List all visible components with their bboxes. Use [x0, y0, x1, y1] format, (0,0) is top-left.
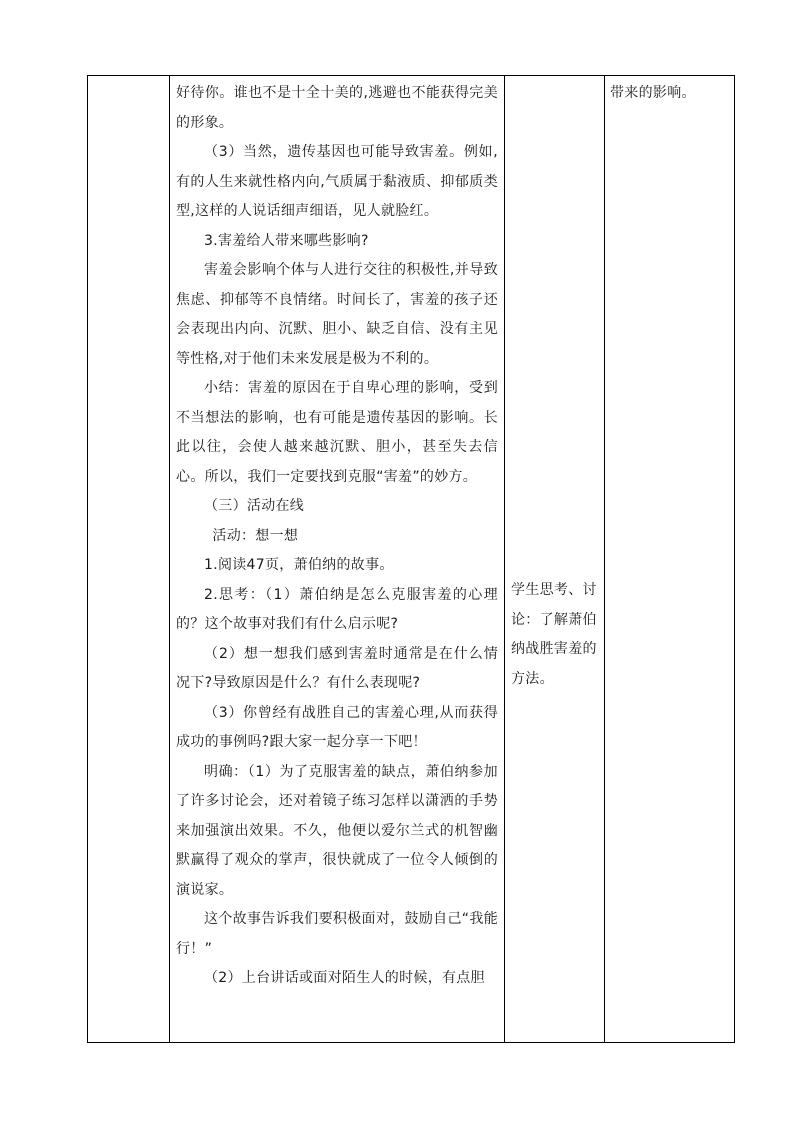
- paragraph: （3）你曾经有战胜自己的害羞心理,从而获得成功的事例吗?跟大家一起分享一下吧！: [176, 704, 498, 750]
- paragraph: （3）当然，遗传基因也可能导致害羞。例如,有的人生来就性格内向,气质属于黏液质、抑郁质类型,这样的人说话细声细语，见人就脸红。: [176, 144, 498, 219]
- activity-heading: 活动：想一想: [212, 527, 299, 544]
- paragraph: （2）上台讲话或面对陌生人的时候，有点胆: [204, 970, 485, 986]
- design-intent-cell: [605, 76, 735, 1043]
- paragraph: 明确：（1）为了克服害羞的缺点，萧伯纳参加了许多讨论会，还对着镜子练习怎样以潇洒的手势来加强演出效果。不久，他便以爱尔兰式的机智幽默赢得了观众的掌声，很快就成了一位令人倾倒的演说家。: [176, 763, 498, 898]
- lesson-plan-table: [87, 75, 735, 1043]
- paragraph: 3.害羞给人带来哪些影响?: [204, 232, 369, 249]
- paragraph: 小结：害羞的原因在于自卑心理的影响，受到不当想法的影响，也有可能是遗传基因的影响。长此以往，会使人越来越沉默、胆小，甚至失去信心。所以，我们一定要找到克服“害羞”的妙方。: [176, 380, 498, 485]
- paragraph: 这个故事告诉我们要积极面对，鼓励自己“我能行！”: [176, 911, 498, 957]
- teaching-content-cell: [170, 76, 505, 1043]
- paragraph: 好待你。谁也不是十全十美的,逃避也不能获得完美的形象。: [176, 85, 498, 131]
- student-activity-text: 学生思考、讨论：了解萧伯纳战胜害羞的方法。: [511, 582, 597, 687]
- paragraph: 2.思考：（1）萧伯纳是怎么克服害羞的心理的？这个故事对我们有什么启示呢?: [176, 586, 498, 632]
- paragraph: （2）想一想我们感到害羞时通常是在什么情况下?导致原因是什么？有什么表现呢?: [176, 645, 498, 691]
- paragraph: 1.阅读47页，萧伯纳的故事。: [204, 557, 394, 573]
- design-intent-text: 带来的影响。: [610, 85, 696, 101]
- student-activity-cell: [505, 76, 605, 1043]
- paragraph: 害羞会影响个体与人进行交往的积极性,并导致焦虑、抑郁等不良情绪。时间长了，害羞的孩子还会表现出内向、沉默、胆小、缺乏自信、没有主见等性格,对于他们未来发展是极为不利的。: [176, 262, 498, 367]
- section-heading: （三）活动在线: [204, 498, 305, 514]
- table-row: [88, 76, 735, 1043]
- blank-column-cell: [88, 76, 170, 1043]
